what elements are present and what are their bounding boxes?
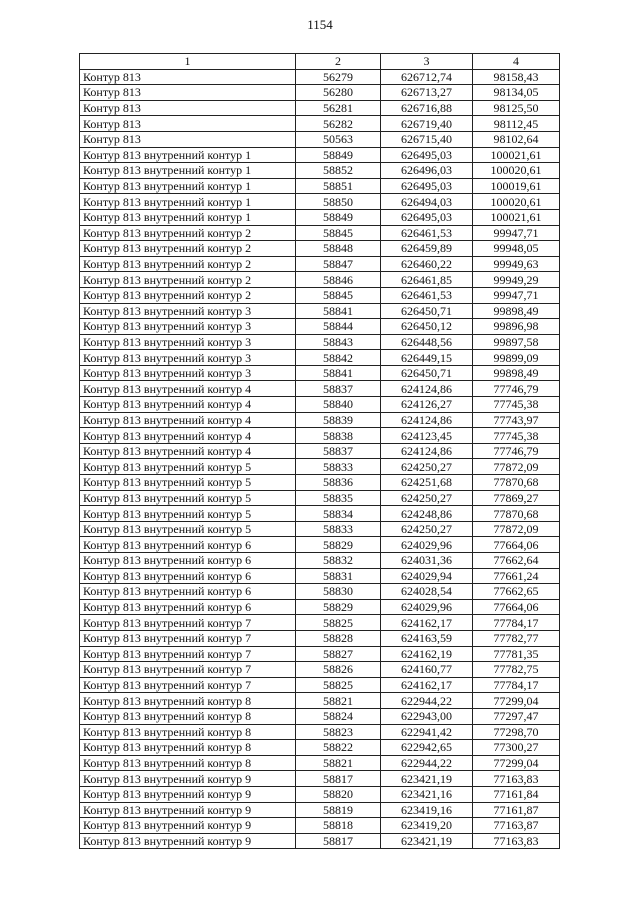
x-coordinate-cell: 623421,19 [381, 771, 473, 787]
y-coordinate-cell: 77743,97 [473, 412, 560, 428]
contour-name-cell: Контур 813 внутренний контур 6 [80, 584, 296, 600]
x-coordinate-cell: 624126,27 [381, 397, 473, 413]
y-coordinate-cell: 98125,50 [473, 100, 560, 116]
point-number-cell: 58837 [296, 381, 381, 397]
y-coordinate-cell: 77163,87 [473, 818, 560, 834]
table-row [80, 771, 560, 787]
table-row [80, 443, 560, 459]
y-coordinate-cell: 98112,45 [473, 116, 560, 132]
contour-name-cell: Контур 813 [80, 116, 296, 132]
x-coordinate-cell: 626450,71 [381, 365, 473, 381]
point-number-cell: 58817 [296, 771, 381, 787]
table-row [80, 802, 560, 818]
point-number-cell: 58828 [296, 630, 381, 646]
x-coordinate-cell: 623421,19 [381, 833, 473, 849]
x-coordinate-cell: 626461,53 [381, 287, 473, 303]
point-number-cell: 50563 [296, 131, 381, 147]
point-number-cell: 58824 [296, 708, 381, 724]
y-coordinate-cell: 77661,24 [473, 568, 560, 584]
point-number-cell: 58851 [296, 178, 381, 194]
point-number-cell: 56281 [296, 100, 381, 116]
contour-name-cell: Контур 813 внутренний контур 9 [80, 786, 296, 802]
y-coordinate-cell: 77781,35 [473, 646, 560, 662]
contour-name-cell: Контур 813 внутренний контур 5 [80, 490, 296, 506]
x-coordinate-cell: 626459,89 [381, 241, 473, 257]
point-number-cell: 58839 [296, 412, 381, 428]
y-coordinate-cell: 77299,04 [473, 755, 560, 771]
y-coordinate-cell: 77664,06 [473, 599, 560, 615]
x-coordinate-cell: 626461,85 [381, 272, 473, 288]
point-number-cell: 58845 [296, 225, 381, 241]
point-number-cell: 58845 [296, 287, 381, 303]
point-number-cell: 58825 [296, 615, 381, 631]
y-coordinate-cell: 77662,65 [473, 584, 560, 600]
column-header-1: 1 [80, 54, 296, 70]
table-row [80, 69, 560, 85]
point-number-cell: 58829 [296, 537, 381, 553]
contour-name-cell: Контур 813 внутренний контур 9 [80, 818, 296, 834]
table-row [80, 272, 560, 288]
y-coordinate-cell: 99949,29 [473, 272, 560, 288]
y-coordinate-cell: 99947,71 [473, 287, 560, 303]
contour-name-cell: Контур 813 внутренний контур 2 [80, 256, 296, 272]
table-row [80, 397, 560, 413]
x-coordinate-cell: 626495,03 [381, 209, 473, 225]
contour-name-cell: Контур 813 внутренний контур 7 [80, 677, 296, 693]
y-coordinate-cell: 77746,79 [473, 443, 560, 459]
table-row [80, 615, 560, 631]
y-coordinate-cell: 99948,05 [473, 241, 560, 257]
x-coordinate-cell: 622944,22 [381, 755, 473, 771]
x-coordinate-cell: 626461,53 [381, 225, 473, 241]
point-number-cell: 58840 [296, 397, 381, 413]
x-coordinate-cell: 624162,19 [381, 646, 473, 662]
contour-name-cell: Контур 813 внутренний контур 4 [80, 397, 296, 413]
y-coordinate-cell: 98102,64 [473, 131, 560, 147]
table-row [80, 287, 560, 303]
y-coordinate-cell: 100019,61 [473, 178, 560, 194]
contour-name-cell: Контур 813 внутренний контур 5 [80, 475, 296, 491]
point-number-cell: 58836 [296, 475, 381, 491]
contour-name-cell: Контур 813 внутренний контур 3 [80, 319, 296, 335]
table-row [80, 553, 560, 569]
contour-name-cell: Контур 813 внутренний контур 9 [80, 833, 296, 849]
x-coordinate-cell: 624163,59 [381, 630, 473, 646]
y-coordinate-cell: 77664,06 [473, 537, 560, 553]
x-coordinate-cell: 624029,94 [381, 568, 473, 584]
table-row [80, 693, 560, 709]
y-coordinate-cell: 77745,38 [473, 428, 560, 444]
point-number-cell: 58835 [296, 490, 381, 506]
y-coordinate-cell: 77300,27 [473, 740, 560, 756]
x-coordinate-cell: 624250,27 [381, 459, 473, 475]
contour-name-cell: Контур 813 внутренний контур 8 [80, 693, 296, 709]
contour-name-cell: Контур 813 внутренний контур 2 [80, 225, 296, 241]
contour-name-cell: Контур 813 внутренний контур 7 [80, 630, 296, 646]
y-coordinate-cell: 77782,77 [473, 630, 560, 646]
x-coordinate-cell: 624162,17 [381, 615, 473, 631]
x-coordinate-cell: 624031,36 [381, 553, 473, 569]
contour-name-cell: Контур 813 внутренний контур 3 [80, 334, 296, 350]
x-coordinate-cell: 622942,65 [381, 740, 473, 756]
point-number-cell: 58823 [296, 724, 381, 740]
x-coordinate-cell: 626448,56 [381, 334, 473, 350]
x-coordinate-cell: 624029,96 [381, 537, 473, 553]
point-number-cell: 58848 [296, 241, 381, 257]
point-number-cell: 58850 [296, 194, 381, 210]
table-row [80, 786, 560, 802]
contour-name-cell: Контур 813 внутренний контур 2 [80, 272, 296, 288]
point-number-cell: 58837 [296, 443, 381, 459]
x-coordinate-cell: 626450,12 [381, 319, 473, 335]
point-number-cell: 58846 [296, 272, 381, 288]
table-header [80, 54, 560, 70]
y-coordinate-cell: 77163,83 [473, 771, 560, 787]
point-number-cell: 58822 [296, 740, 381, 756]
y-coordinate-cell: 77872,09 [473, 459, 560, 475]
y-coordinate-cell: 99896,98 [473, 319, 560, 335]
table-row [80, 303, 560, 319]
contour-name-cell: Контур 813 внутренний контур 4 [80, 443, 296, 459]
y-coordinate-cell: 100021,61 [473, 209, 560, 225]
table-row [80, 740, 560, 756]
table-row [80, 147, 560, 163]
contour-name-cell: Контур 813 внутренний контур 4 [80, 428, 296, 444]
x-coordinate-cell: 626712,74 [381, 69, 473, 85]
y-coordinate-cell: 77869,27 [473, 490, 560, 506]
point-number-cell: 58827 [296, 646, 381, 662]
table-row [80, 163, 560, 179]
table-row [80, 755, 560, 771]
point-number-cell: 56279 [296, 69, 381, 85]
contour-name-cell: Контур 813 внутренний контур 4 [80, 381, 296, 397]
contour-name-cell: Контур 813 [80, 85, 296, 101]
x-coordinate-cell: 624124,86 [381, 443, 473, 459]
point-number-cell: 56280 [296, 85, 381, 101]
point-number-cell: 58820 [296, 786, 381, 802]
x-coordinate-cell: 622944,22 [381, 693, 473, 709]
contour-name-cell: Контур 813 внутренний контур 1 [80, 209, 296, 225]
contour-name-cell: Контур 813 внутренний контур 9 [80, 802, 296, 818]
table-row [80, 630, 560, 646]
y-coordinate-cell: 100020,61 [473, 194, 560, 210]
x-coordinate-cell: 624124,86 [381, 381, 473, 397]
table-row [80, 475, 560, 491]
y-coordinate-cell: 100020,61 [473, 163, 560, 179]
y-coordinate-cell: 77662,64 [473, 553, 560, 569]
y-coordinate-cell: 98134,05 [473, 85, 560, 101]
x-coordinate-cell: 622941,42 [381, 724, 473, 740]
table-row [80, 100, 560, 116]
x-coordinate-cell: 626713,27 [381, 85, 473, 101]
y-coordinate-cell: 77870,68 [473, 475, 560, 491]
table-row [80, 241, 560, 257]
header-row [80, 54, 560, 70]
x-coordinate-cell: 624029,96 [381, 599, 473, 615]
point-number-cell: 58832 [296, 553, 381, 569]
table-row [80, 381, 560, 397]
contour-name-cell: Контур 813 внутренний контур 8 [80, 740, 296, 756]
x-coordinate-cell: 622943,00 [381, 708, 473, 724]
table-row [80, 131, 560, 147]
x-coordinate-cell: 624028,54 [381, 584, 473, 600]
contour-name-cell: Контур 813 внутренний контур 6 [80, 553, 296, 569]
column-header-3: 3 [381, 54, 473, 70]
x-coordinate-cell: 626450,71 [381, 303, 473, 319]
table-row [80, 662, 560, 678]
table-row [80, 599, 560, 615]
contour-name-cell: Контур 813 внутренний контур 8 [80, 755, 296, 771]
x-coordinate-cell: 624250,27 [381, 490, 473, 506]
x-coordinate-cell: 626719,40 [381, 116, 473, 132]
table-row [80, 428, 560, 444]
point-number-cell: 58843 [296, 334, 381, 350]
y-coordinate-cell: 77872,09 [473, 521, 560, 537]
coordinates-table [79, 53, 560, 849]
table-row [80, 490, 560, 506]
table-row [80, 506, 560, 522]
table-row [80, 350, 560, 366]
point-number-cell: 58842 [296, 350, 381, 366]
point-number-cell: 58849 [296, 209, 381, 225]
x-coordinate-cell: 623419,16 [381, 802, 473, 818]
table-row [80, 225, 560, 241]
y-coordinate-cell: 77161,87 [473, 802, 560, 818]
contour-name-cell: Контур 813 внутренний контур 2 [80, 241, 296, 257]
table-row [80, 724, 560, 740]
contour-name-cell: Контур 813 [80, 69, 296, 85]
x-coordinate-cell: 626495,03 [381, 178, 473, 194]
y-coordinate-cell: 99947,71 [473, 225, 560, 241]
y-coordinate-cell: 77297,47 [473, 708, 560, 724]
point-number-cell: 58841 [296, 303, 381, 319]
point-number-cell: 58847 [296, 256, 381, 272]
contour-name-cell: Контур 813 внутренний контур 5 [80, 521, 296, 537]
table-row [80, 209, 560, 225]
table-row [80, 365, 560, 381]
point-number-cell: 58841 [296, 365, 381, 381]
contour-name-cell: Контур 813 [80, 131, 296, 147]
point-number-cell: 58818 [296, 818, 381, 834]
point-number-cell: 58852 [296, 163, 381, 179]
contour-name-cell: Контур 813 внутренний контур 3 [80, 365, 296, 381]
x-coordinate-cell: 626716,88 [381, 100, 473, 116]
table-row [80, 256, 560, 272]
table-body [80, 69, 560, 849]
contour-name-cell: Контур 813 внутренний контур 4 [80, 412, 296, 428]
x-coordinate-cell: 624162,17 [381, 677, 473, 693]
y-coordinate-cell: 77161,84 [473, 786, 560, 802]
table-row [80, 319, 560, 335]
y-coordinate-cell: 100021,61 [473, 147, 560, 163]
table-row [80, 521, 560, 537]
contour-name-cell: Контур 813 внутренний контур 6 [80, 599, 296, 615]
x-coordinate-cell: 624248,86 [381, 506, 473, 522]
contour-name-cell: Контур 813 внутренний контур 3 [80, 303, 296, 319]
contour-name-cell: Контур 813 внутренний контур 1 [80, 178, 296, 194]
x-coordinate-cell: 626496,03 [381, 163, 473, 179]
y-coordinate-cell: 77745,38 [473, 397, 560, 413]
contour-name-cell: Контур 813 внутренний контур 8 [80, 724, 296, 740]
x-coordinate-cell: 626495,03 [381, 147, 473, 163]
y-coordinate-cell: 77746,79 [473, 381, 560, 397]
point-number-cell: 58825 [296, 677, 381, 693]
y-coordinate-cell: 99898,49 [473, 303, 560, 319]
table-row [80, 708, 560, 724]
contour-name-cell: Контур 813 [80, 100, 296, 116]
point-number-cell: 58844 [296, 319, 381, 335]
table-row [80, 412, 560, 428]
contour-name-cell: Контур 813 внутренний контур 5 [80, 459, 296, 475]
y-coordinate-cell: 77784,17 [473, 677, 560, 693]
contour-name-cell: Контур 813 внутренний контур 6 [80, 568, 296, 584]
table-row [80, 194, 560, 210]
y-coordinate-cell: 77163,83 [473, 833, 560, 849]
point-number-cell: 58819 [296, 802, 381, 818]
contour-name-cell: Контур 813 внутренний контур 9 [80, 771, 296, 787]
table-row [80, 116, 560, 132]
contour-name-cell: Контур 813 внутренний контур 6 [80, 537, 296, 553]
contour-name-cell: Контур 813 внутренний контур 7 [80, 615, 296, 631]
table-row [80, 334, 560, 350]
table-row [80, 677, 560, 693]
table-row [80, 818, 560, 834]
contour-name-cell: Контур 813 внутренний контур 2 [80, 287, 296, 303]
y-coordinate-cell: 99899,09 [473, 350, 560, 366]
contour-name-cell: Контур 813 внутренний контур 1 [80, 194, 296, 210]
x-coordinate-cell: 624251,68 [381, 475, 473, 491]
contour-name-cell: Контур 813 внутренний контур 1 [80, 147, 296, 163]
contour-name-cell: Контур 813 внутренний контур 7 [80, 662, 296, 678]
x-coordinate-cell: 623419,20 [381, 818, 473, 834]
x-coordinate-cell: 626494,03 [381, 194, 473, 210]
y-coordinate-cell: 99897,58 [473, 334, 560, 350]
contour-name-cell: Контур 813 внутренний контур 7 [80, 646, 296, 662]
x-coordinate-cell: 626449,15 [381, 350, 473, 366]
y-coordinate-cell: 77870,68 [473, 506, 560, 522]
column-header-4: 4 [473, 54, 560, 70]
table-row [80, 178, 560, 194]
contour-name-cell: Контур 813 внутренний контур 8 [80, 708, 296, 724]
table-row [80, 459, 560, 475]
column-header-2: 2 [296, 54, 381, 70]
x-coordinate-cell: 623421,16 [381, 786, 473, 802]
point-number-cell: 58849 [296, 147, 381, 163]
x-coordinate-cell: 626460,22 [381, 256, 473, 272]
y-coordinate-cell: 77299,04 [473, 693, 560, 709]
y-coordinate-cell: 77298,70 [473, 724, 560, 740]
contour-name-cell: Контур 813 внутренний контур 5 [80, 506, 296, 522]
x-coordinate-cell: 624250,27 [381, 521, 473, 537]
point-number-cell: 58817 [296, 833, 381, 849]
y-coordinate-cell: 99949,63 [473, 256, 560, 272]
point-number-cell: 58838 [296, 428, 381, 444]
point-number-cell: 58821 [296, 693, 381, 709]
x-coordinate-cell: 624124,86 [381, 412, 473, 428]
y-coordinate-cell: 98158,43 [473, 69, 560, 85]
point-number-cell: 58833 [296, 521, 381, 537]
point-number-cell: 58821 [296, 755, 381, 771]
contour-name-cell: Контур 813 внутренний контур 3 [80, 350, 296, 366]
table-row [80, 646, 560, 662]
point-number-cell: 56282 [296, 116, 381, 132]
table-row [80, 833, 560, 849]
x-coordinate-cell: 624123,45 [381, 428, 473, 444]
point-number-cell: 58834 [296, 506, 381, 522]
contour-name-cell: Контур 813 внутренний контур 1 [80, 163, 296, 179]
point-number-cell: 58826 [296, 662, 381, 678]
y-coordinate-cell: 77782,75 [473, 662, 560, 678]
point-number-cell: 58833 [296, 459, 381, 475]
table-row [80, 537, 560, 553]
x-coordinate-cell: 624160,77 [381, 662, 473, 678]
table-row [80, 584, 560, 600]
point-number-cell: 58830 [296, 584, 381, 600]
y-coordinate-cell: 99898,49 [473, 365, 560, 381]
point-number-cell: 58831 [296, 568, 381, 584]
page-number: 1154 [307, 17, 333, 32]
y-coordinate-cell: 77784,17 [473, 615, 560, 631]
table-row [80, 568, 560, 584]
x-coordinate-cell: 626715,40 [381, 131, 473, 147]
table-row [80, 85, 560, 101]
point-number-cell: 58829 [296, 599, 381, 615]
